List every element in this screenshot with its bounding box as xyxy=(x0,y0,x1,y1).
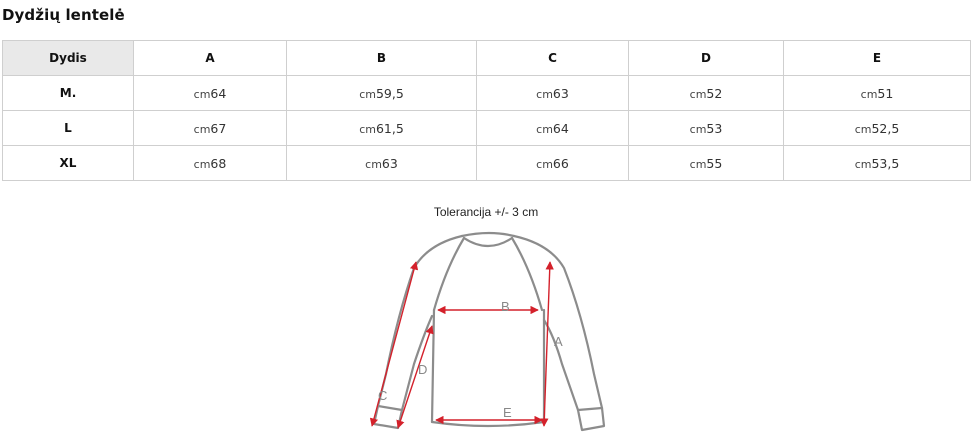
label-b: B xyxy=(501,299,510,314)
collar-top xyxy=(462,233,514,236)
unit-label: cm xyxy=(689,87,707,101)
page-title: Dydžių lentelė xyxy=(2,6,125,24)
table-row xyxy=(3,146,971,181)
unit-label: cm xyxy=(193,122,211,136)
column-header-size: Dydis xyxy=(3,41,134,76)
left-cuff xyxy=(374,406,402,428)
table-cell xyxy=(287,111,477,146)
cell-value: 53 xyxy=(706,120,723,136)
unit-label: cm xyxy=(536,87,553,101)
cell-value: 51 xyxy=(877,85,894,101)
table-cell xyxy=(477,76,629,111)
column-header-e: E xyxy=(784,41,971,76)
unit-label: cm xyxy=(854,122,872,136)
table-cell xyxy=(477,146,629,181)
unit-label: cm xyxy=(193,87,211,101)
table-cell xyxy=(629,146,784,181)
unit-label: cm xyxy=(854,157,872,171)
table-cell xyxy=(784,111,971,146)
table-cell xyxy=(629,76,784,111)
cell-value: 61,5 xyxy=(375,120,404,136)
table-cell xyxy=(784,76,971,111)
column-header-b: B xyxy=(287,41,477,76)
table-header-row xyxy=(3,41,971,76)
left-raglan-seam xyxy=(434,238,464,310)
left-sleeve-outer xyxy=(378,236,462,406)
cell-value: 68 xyxy=(210,155,227,171)
column-header-d: D xyxy=(629,41,784,76)
label-a: A xyxy=(554,334,563,349)
row-size-label: M. xyxy=(3,76,134,111)
cell-value: 63 xyxy=(552,85,569,101)
row-size-label: L xyxy=(3,111,134,146)
right-raglan-seam xyxy=(512,238,542,310)
label-d: D xyxy=(418,362,428,377)
cell-value: 52,5 xyxy=(871,120,900,136)
unit-label: cm xyxy=(359,122,376,136)
right-cuff xyxy=(578,408,604,430)
table-cell xyxy=(287,76,477,111)
table-cell xyxy=(134,146,287,181)
table-cell xyxy=(477,111,629,146)
cell-value: 67 xyxy=(210,120,227,136)
cell-value: 66 xyxy=(552,155,569,171)
garment-measurement-diagram xyxy=(358,224,618,436)
unit-label: cm xyxy=(365,157,382,171)
right-sleeve-outer xyxy=(514,236,602,408)
table-cell xyxy=(134,76,287,111)
hem xyxy=(432,422,544,426)
unit-label: cm xyxy=(536,122,553,136)
table-cell xyxy=(134,111,287,146)
cell-value: 59,5 xyxy=(375,85,404,101)
arrow-d xyxy=(398,326,432,428)
column-header-a: A xyxy=(134,41,287,76)
cell-value: 64 xyxy=(210,85,227,101)
unit-label: cm xyxy=(689,157,707,171)
cell-value: 53,5 xyxy=(871,155,900,171)
row-size-label: XL xyxy=(3,146,134,181)
size-table xyxy=(2,40,971,181)
cell-value: 63 xyxy=(381,155,398,171)
column-header-c: C xyxy=(477,41,629,76)
collar-inner xyxy=(464,238,512,246)
table-row xyxy=(3,76,971,111)
label-c: C xyxy=(378,388,388,403)
unit-label: cm xyxy=(689,122,707,136)
cell-value: 64 xyxy=(552,120,569,136)
tolerance-note: Tolerancija +/- 3 cm xyxy=(433,205,539,219)
unit-label: cm xyxy=(860,87,878,101)
unit-label: cm xyxy=(536,157,553,171)
sweater-outline xyxy=(374,233,604,430)
table-cell xyxy=(287,146,477,181)
measurement-arrows xyxy=(372,262,550,428)
label-e: E xyxy=(503,405,512,420)
unit-label: cm xyxy=(359,87,376,101)
table-row xyxy=(3,111,971,146)
table-cell xyxy=(784,146,971,181)
cell-value: 55 xyxy=(706,155,723,171)
cell-value: 52 xyxy=(706,85,723,101)
left-sleeve-inner xyxy=(402,316,432,410)
table-cell xyxy=(629,111,784,146)
unit-label: cm xyxy=(193,157,211,171)
